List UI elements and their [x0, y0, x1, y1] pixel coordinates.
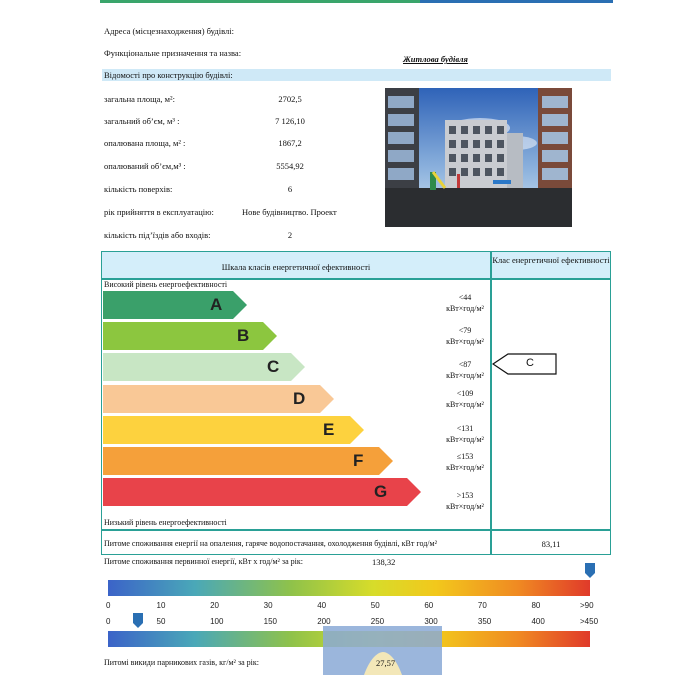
class-bar-f — [103, 447, 393, 475]
co2-value: 27,57 — [376, 658, 396, 668]
scale-tick-label: 350 — [477, 617, 492, 626]
co2-label: Питомі викиди парникових газів, кг/м² за рік: — [104, 658, 259, 667]
scale-tick-label: 20 — [210, 601, 220, 610]
class-threshold: ≤153 кВт×год/м² — [446, 452, 484, 472]
building-row-label: загальний об’єм, м³ : — [104, 116, 180, 126]
high-efficiency-label: Високий рівень енергоефективності — [104, 280, 228, 289]
scale-tick-label: >450 — [580, 617, 599, 626]
building-row-value: 1867,2 — [278, 138, 302, 148]
class-bar-g — [103, 478, 421, 506]
scale-tick-label: 70 — [477, 601, 487, 610]
scale-tick-label: 0 — [106, 617, 111, 626]
current-class-indicator — [492, 353, 558, 380]
scale-tick-label: 10 — [156, 601, 166, 610]
class-threshold: <79 кВт×год/м² — [446, 326, 484, 346]
scale-tick-label: 60 — [424, 601, 434, 610]
scale-tick-label: 300 — [424, 617, 438, 626]
building-row-label: загальна площа, м²: — [104, 94, 175, 104]
building-row-label: кількість під’їздів або входів: — [104, 230, 211, 240]
class-letter: D — [293, 389, 306, 408]
class-threshold: <109 кВт×год/м² — [446, 389, 484, 409]
purpose-label: Функціональне призначення та назва: — [104, 48, 242, 58]
building-row-value: 7 126,10 — [275, 116, 305, 126]
scale-tick-label: 250 — [370, 617, 385, 626]
class-threshold: <87 кВт×год/м² — [446, 360, 484, 380]
building-row-value: Нове будівництво. Проект — [242, 207, 337, 217]
scale-header: Шкала класів енергетичної ефективності — [221, 262, 371, 272]
class-letter: A — [210, 295, 223, 314]
current-class-letter: C — [526, 357, 534, 369]
address-label: Адреса (місцезнаходження) будівлі: — [104, 26, 234, 36]
scale-tick-label: >90 — [580, 601, 594, 610]
top-accent-bar — [100, 0, 613, 3]
scale-tick-label: 200 — [317, 617, 331, 626]
class-bar-b — [103, 322, 277, 350]
class-bar-e — [103, 416, 364, 444]
class-letter: C — [267, 357, 280, 376]
class-threshold: >153 кВт×год/м² — [446, 491, 484, 511]
class-header: Клас енергетичної ефективності — [492, 255, 610, 265]
primary-energy-scale-bar — [108, 580, 590, 596]
building-photo — [385, 88, 572, 227]
class-bar-a — [103, 291, 247, 319]
scale-tick-label: 50 — [370, 601, 380, 610]
class-letter: G — [374, 482, 388, 501]
low-efficiency-label: Низький рівень енергоефективності — [104, 518, 227, 527]
building-row-value: 2702,5 — [278, 94, 302, 104]
scale-tick-label: 100 — [210, 617, 224, 626]
purpose-value: Житлова будівля — [403, 54, 468, 64]
consumption-label: Питоме споживання енергії на опалення, гаряче водопостачання, охолодження будівлі, кВт год/м² — [104, 539, 437, 548]
primary-energy-value: 138,32 — [372, 557, 396, 567]
class-threshold: <131 кВт×год/м² — [446, 424, 484, 444]
class-bar-c — [103, 353, 305, 381]
scale-tick-label: 400 — [531, 617, 545, 626]
class-threshold: <44 кВт×год/м² — [446, 293, 484, 313]
class-letter: B — [237, 326, 250, 345]
building-row-value: 2 — [287, 230, 293, 240]
scale-tick-label: 30 — [263, 601, 273, 610]
scale-tick-label: 0 — [106, 601, 111, 610]
construction-section-title: Відомості про конструкцію будівлі: — [104, 70, 233, 80]
class-bar-d — [103, 385, 334, 413]
building-row-label: рік прийняття в експлуатацію: — [104, 207, 214, 217]
scale-tick-label: 50 — [156, 617, 166, 626]
building-row-label: опалювана площа, м² : — [104, 138, 186, 148]
class-letter: E — [323, 420, 335, 439]
scale-tick-label: 150 — [263, 617, 278, 626]
building-row-value: 6 — [287, 184, 293, 194]
building-row-label: кількість поверхів: — [104, 184, 173, 194]
primary-energy-label: Питоме споживання первинної енергії, кВт х год/м² за рік: — [104, 557, 303, 566]
consumption-value: 83,11 — [541, 539, 561, 549]
class-letter: F — [353, 451, 364, 470]
building-row-value: 5554,92 — [276, 161, 304, 171]
building-row-label: опалюваний об’єм,м³ : — [104, 161, 186, 171]
scale-tick-label: 80 — [531, 601, 541, 610]
scale-tick-label: 40 — [317, 601, 327, 610]
